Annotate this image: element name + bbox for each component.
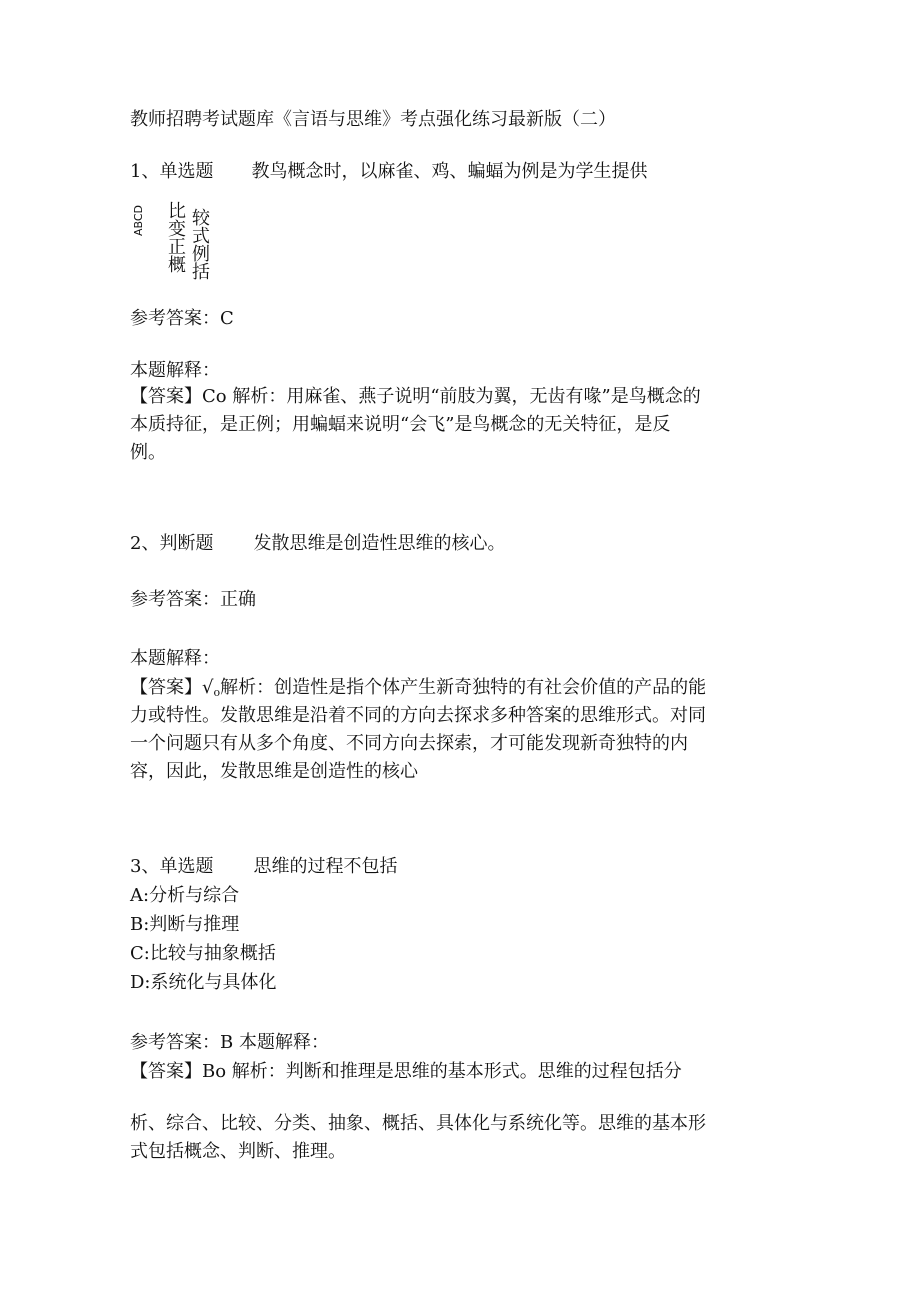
- question-3-option-b: B:判断与推理: [130, 914, 240, 935]
- question-2-explain-label: 本题解释：: [130, 648, 220, 669]
- question-2-explain-line: [130, 676, 706, 705]
- question-3-stem: 思维的过程不包括: [253, 856, 398, 877]
- question-3-explain-line: 式包括概念、判断、推理。: [130, 1141, 346, 1162]
- question-2-explain-line: 一个问题只有从多个角度、不同方向去探索，才可能发现新奇独特的内: [130, 733, 688, 754]
- question-1-options: [133, 203, 223, 293]
- question-3-explain-line: 【答案】Bo 解析：判断和推理是思维的基本形式。思维的过程包括分: [130, 1061, 682, 1082]
- question-3-explain-line: 析、综合、比较、分类、抽象、概括、具体化与系统化等。思维的基本形: [130, 1113, 706, 1134]
- document-title: 教师招聘考试题库《言语与思维》考点强化练习最新版（二）: [130, 109, 616, 130]
- question-3-number: 3、单选题: [130, 856, 214, 877]
- question-1-explain-line: 【答案】Co 解析：用麻雀、燕子说明“前肢为翼，无齿有喙”是鸟概念的: [130, 386, 701, 407]
- question-3-header: [130, 855, 397, 879]
- question-1-header: [130, 160, 647, 184]
- question-2-explain-sub: o: [213, 686, 221, 699]
- question-1-number: 1、单选题: [130, 161, 214, 182]
- question-2-explain-line: 容，因此，发散思维是创造性的核心: [130, 761, 418, 782]
- question-1-option-letters: ABCD: [132, 205, 145, 237]
- question-2-number: 2、判断题: [130, 533, 214, 554]
- question-1-stem: 教鸟概念时，以麻雀、鸡、蝙蝠为例是为学生提供: [251, 161, 648, 182]
- question-3-option-a: A:分析与综合: [130, 885, 240, 906]
- question-3-answer: 参考答案：B 本题解释：: [130, 1032, 329, 1053]
- question-1-explain-label: 本题解释：: [130, 360, 220, 381]
- question-2-header: [130, 532, 505, 556]
- question-1-option-col-right: 较式例括: [189, 208, 210, 280]
- question-2-explain-text: 解析：创造性是指个体产生新奇独特的有社会价值的产品的能: [220, 677, 707, 698]
- question-2-explain-line: 力或特性。发散思维是沿着不同的方向去探求多种答案的思维形式。对同: [130, 705, 706, 726]
- question-3-option-c: C:比较与抽象概括: [130, 943, 276, 964]
- question-2-answer: 参考答案：正确: [130, 589, 256, 610]
- question-2-stem: 发散思维是创造性思维的核心。: [253, 533, 506, 554]
- question-1-answer: 参考答案：C: [130, 308, 234, 329]
- question-3-option-d: D:系统化与具体化: [130, 972, 277, 993]
- question-2-explain-answer: 【答案】√: [130, 677, 214, 698]
- question-1-explain-line: 例。: [130, 442, 166, 463]
- question-1-option-col-left: 比变正概: [165, 201, 186, 273]
- question-1-explain-line: 本质持征，是正例；用蝙蝠来说明“会飞”是鸟概念的无关特征，是反: [130, 414, 671, 435]
